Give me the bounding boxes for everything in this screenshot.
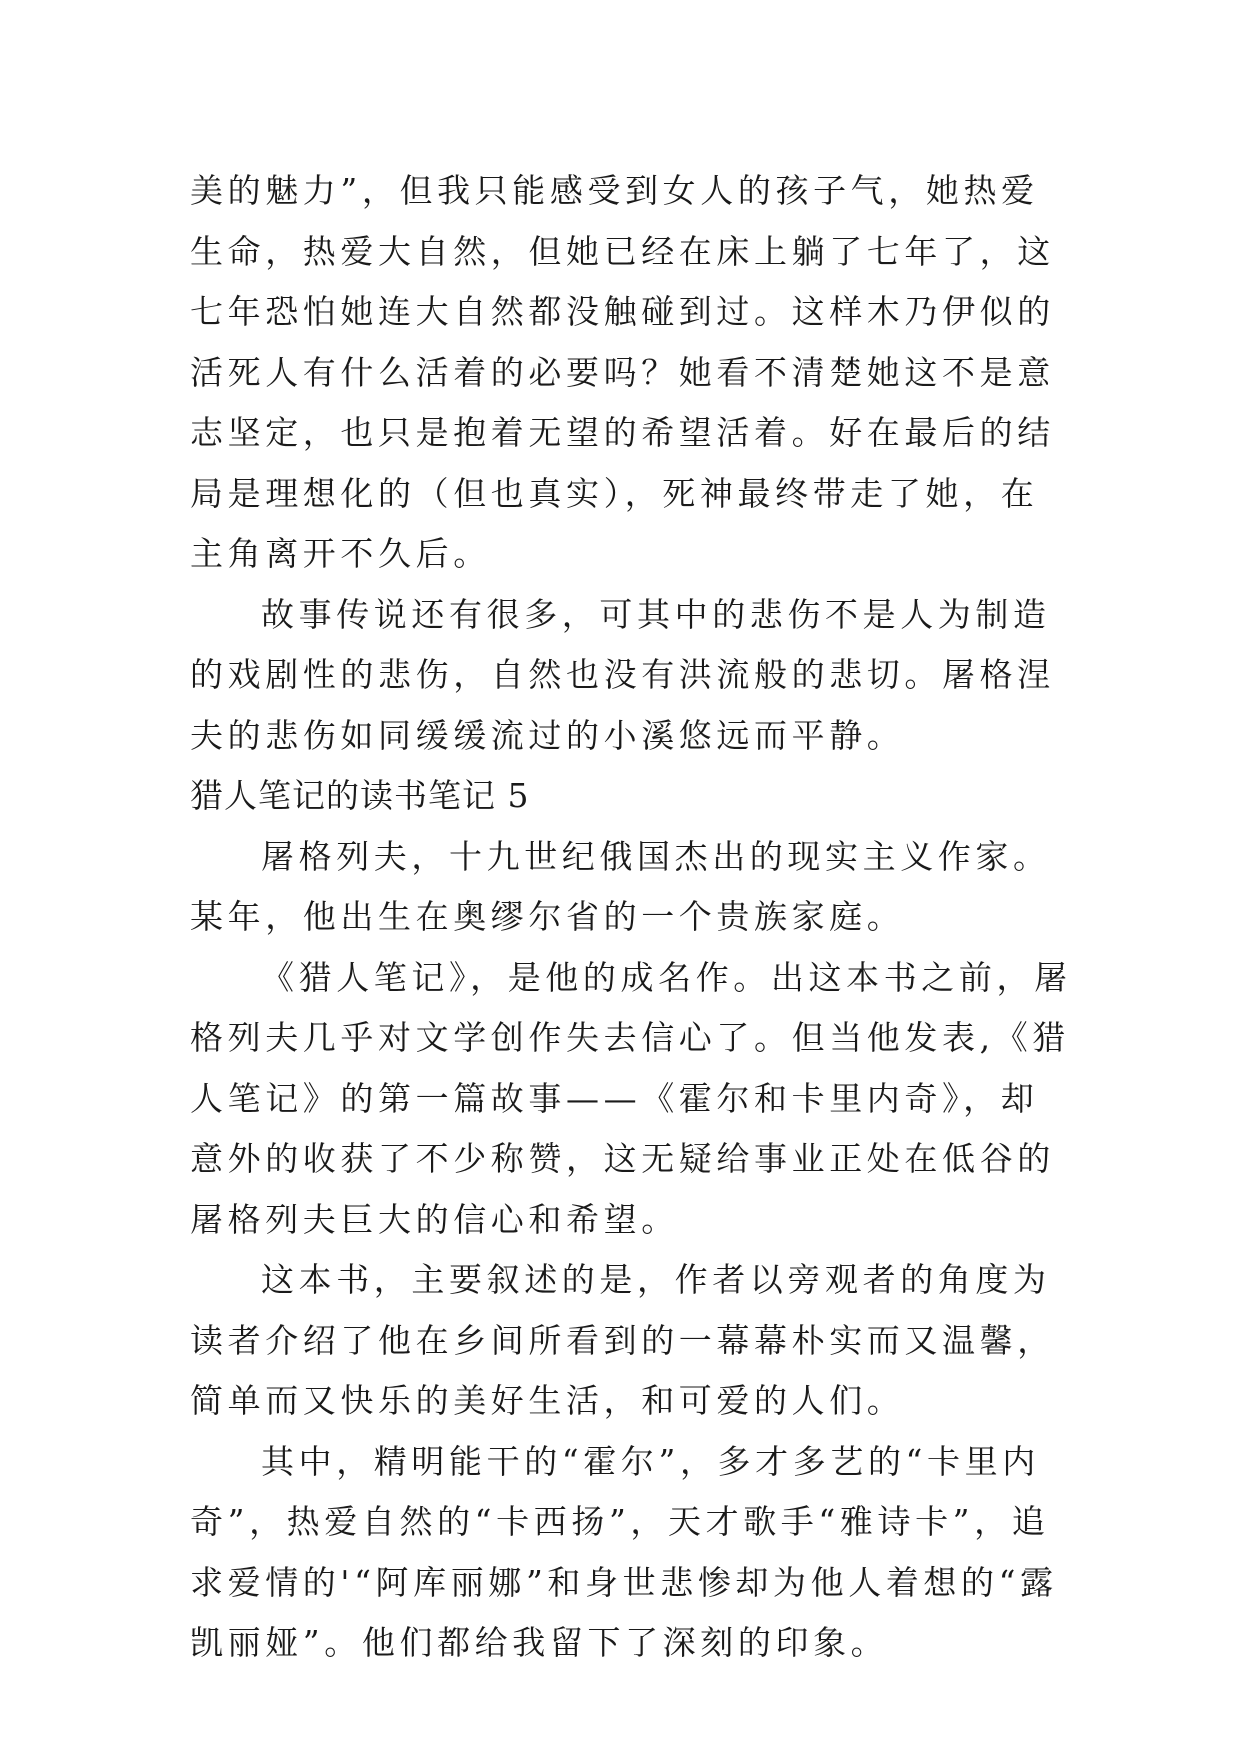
section-heading: 猎人笔记的读书笔记 5 bbox=[190, 776, 530, 815]
paragraph-1: 美的魅力”，但我只能感受到女人的孩子气，她热爱生命，热爱大自然，但她已经在床上躺了七年了，这七年恐怕她连大自然都没触碰到过。这样木乃伊似的活死人有什么活着的必要吗？她看不清楚她这不是意志坚定，也只是抱着无望的希望活着。好在最后的结局是理想化的（但也真实），死神最终带走了她，在主角离开不久后。 bbox=[190, 171, 1055, 573]
paragraph-6: 其中，精明能干的“霍尔”，多才多艺的“卡里内奇”，热爱自然的“卡西扬”，天才歌手“雅诗卡”，追求爱情的'“阿库丽娜”和身世悲惨却为他人着想的“露凯丽娅”。他们都给我留下了深刻的印象。 bbox=[190, 1441, 1058, 1662]
document-body bbox=[190, 161, 1075, 1674]
paragraph-3: 屠格列夫，十九世纪俄国杰出的现实主义作家。某年，他出生在奥缪尔省的一个贵族家庭。 bbox=[190, 836, 1051, 936]
paragraph-5: 这本书，主要叙述的是，作者以旁观者的角度为读者介绍了他在乡间所看到的一幕幕朴实而又温馨，简单而又快乐的美好生活，和可爱的人们。 bbox=[190, 1260, 1055, 1420]
paragraph-4: 《猎人笔记》，是他的成名作。出这本书之前，屠格列夫几乎对文学创作失去信心了。但当他发表,《猎人笔记》的第一篇故事——《霍尔和卡里内奇》，却意外的收获了不少称赞，这无疑给事业正处在低谷的屠格列夫巨大的信心和希望。 bbox=[190, 957, 1072, 1239]
paragraph-2: 故事传说还有很多，可其中的悲伤不是人为制造的戏剧性的悲伤，自然也没有洪流般的悲切。屠格涅夫的悲伤如同缓缓流过的小溪悠远而平静。 bbox=[190, 594, 1055, 755]
